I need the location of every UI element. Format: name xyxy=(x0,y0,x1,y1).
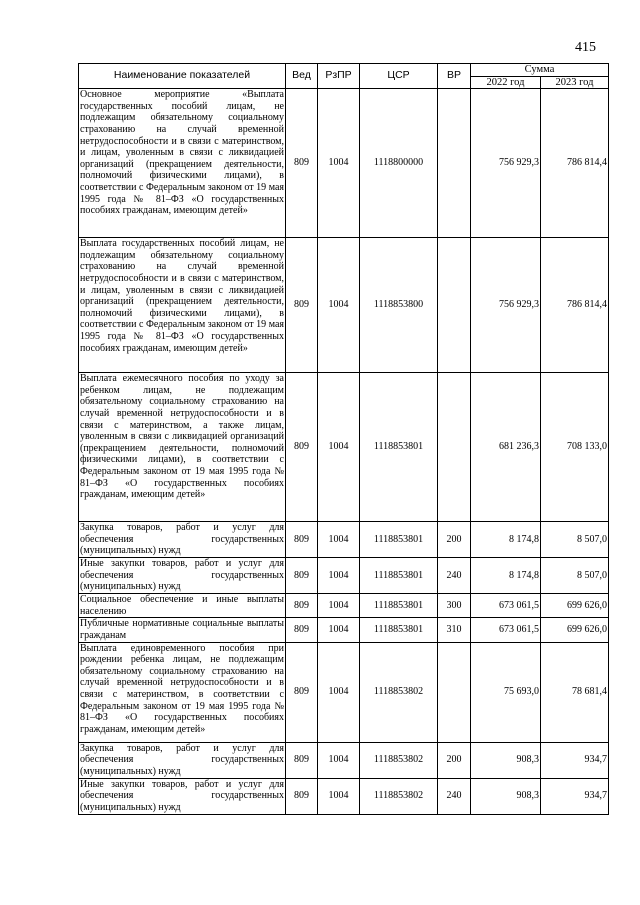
row-vr xyxy=(438,238,471,373)
row-rzpr: 1004 xyxy=(318,558,360,594)
row-sum-2022: 673 061,5 xyxy=(471,618,541,642)
row-ved: 809 xyxy=(286,642,318,742)
row-ved: 809 xyxy=(286,594,318,618)
row-csr: 1118853801 xyxy=(360,522,438,558)
table-row xyxy=(79,642,609,742)
row-csr: 1118853800 xyxy=(360,238,438,373)
row-sum-2023: 786 814,4 xyxy=(541,89,609,238)
row-vr xyxy=(438,373,471,522)
row-sum-2022: 75 693,0 xyxy=(471,642,541,742)
row-vr xyxy=(438,642,471,742)
row-csr: 1118853801 xyxy=(360,618,438,642)
row-ved: 809 xyxy=(286,742,318,778)
row-sum-2023: 8 507,0 xyxy=(541,522,609,558)
row-name: Выплата ежемесячного пособия по уходу за ребенком лицам, не подлежащим обязательному социальному страхованию на случай временной нетрудоспособности и в связи с материнством, а также лицам, уволенным в связи с ликвидацией организаций (прекращением деятельности, полномочий физическими лицами), в соответствии с Федеральным законом от 19 мая 1995 года № 81–ФЗ «О государственных пособиях гражданам, имеющим детей» xyxy=(79,373,286,522)
row-vr: 300 xyxy=(438,594,471,618)
table-row xyxy=(79,373,609,522)
table-row xyxy=(79,238,609,373)
row-sum-2023: 934,7 xyxy=(541,778,609,814)
row-rzpr: 1004 xyxy=(318,594,360,618)
table-row xyxy=(79,618,609,642)
table-row xyxy=(79,594,609,618)
row-name: Выплата единовременного пособия при рождении ребенка лицам, не подлежащим обязательному социальному страхованию на случай временной нетрудоспособности и в связи с материнством, в соответствии с Федеральным законом от 19 мая 1995 года № 81–ФЗ «О государственных пособиях гражданам, имеющим детей» xyxy=(79,642,286,742)
row-sum-2023: 8 507,0 xyxy=(541,558,609,594)
row-vr: 240 xyxy=(438,778,471,814)
row-sum-2022: 756 929,3 xyxy=(471,89,541,238)
row-sum-2022: 756 929,3 xyxy=(471,238,541,373)
row-csr: 1118800000 xyxy=(360,89,438,238)
header-name: Наименование показателей xyxy=(79,64,286,89)
row-sum-2022: 673 061,5 xyxy=(471,594,541,618)
row-sum-2022: 8 174,8 xyxy=(471,522,541,558)
header-ved: Вед xyxy=(286,64,318,89)
row-rzpr: 1004 xyxy=(318,89,360,238)
row-sum-2022: 908,3 xyxy=(471,742,541,778)
row-csr: 1118853802 xyxy=(360,742,438,778)
table-row xyxy=(79,522,609,558)
header-vr: ВР xyxy=(438,64,471,89)
row-name: Закупка товаров, работ и услуг для обеспечения государственных (муниципальных) нужд xyxy=(80,522,284,557)
row-csr: 1118853801 xyxy=(360,594,438,618)
row-sum-2022: 908,3 xyxy=(471,778,541,814)
table-row xyxy=(79,778,609,814)
row-sum-2023: 699 626,0 xyxy=(541,618,609,642)
row-vr: 200 xyxy=(438,742,471,778)
row-ved: 809 xyxy=(286,238,318,373)
row-rzpr: 1004 xyxy=(318,373,360,522)
row-rzpr: 1004 xyxy=(318,618,360,642)
page-number: 415 xyxy=(575,40,596,55)
row-csr: 1118853801 xyxy=(360,373,438,522)
row-vr: 310 xyxy=(438,618,471,642)
row-sum-2023: 786 814,4 xyxy=(541,238,609,373)
row-sum-2022: 681 236,3 xyxy=(471,373,541,522)
row-csr: 1118853802 xyxy=(360,778,438,814)
row-name: Иные закупки товаров, работ и услуг для обеспечения государственных (муниципальных) нужд xyxy=(80,778,284,813)
row-name: Основное мероприятие «Выплата государственных пособий лицам, не подлежащим обязательному социальному страхованию на случай временной нетрудоспособности и в связи с материнством, и лицам, уволенным в связи с ликвидацией организаций (прекращением деятельности, полномочий физическими лицами), в соответствии с Федеральным законом от 19 мая 1995 года № 81–ФЗ «О государственных пособиях гражданам, имеющим детей» xyxy=(79,89,286,238)
header-year-2022: 2022 год xyxy=(471,76,541,89)
header-rzpr: РзПР xyxy=(318,64,360,89)
row-sum-2023: 934,7 xyxy=(541,742,609,778)
row-ved: 809 xyxy=(286,558,318,594)
table-row xyxy=(79,558,609,594)
row-rzpr: 1004 xyxy=(318,238,360,373)
table-row xyxy=(79,89,609,238)
row-ved: 809 xyxy=(286,618,318,642)
row-rzpr: 1004 xyxy=(318,742,360,778)
header-year-2023: 2023 год xyxy=(541,76,609,89)
row-name: Закупка товаров, работ и услуг для обеспечения государственных (муниципальных) нужд xyxy=(80,742,284,777)
row-ved: 809 xyxy=(286,778,318,814)
row-csr: 1118853802 xyxy=(360,642,438,742)
table-row xyxy=(79,742,609,778)
row-rzpr: 1004 xyxy=(318,642,360,742)
row-name: Выплата государственных пособий лицам, не подлежащим обязательному социальному страхованию на случай временной нетрудоспособности и в связи с материнством, и лицам, уволенным в связи с ликвидацией организаций (прекращением деятельности, полномочий физическими лицами), в соответствии с Федеральным законом от 19 мая 1995 года № 81–ФЗ «О государственных пособиях гражданам, имеющим детей» xyxy=(79,238,286,373)
row-vr: 200 xyxy=(438,522,471,558)
row-csr: 1118853801 xyxy=(360,558,438,594)
row-rzpr: 1004 xyxy=(318,522,360,558)
row-name: Публичные нормативные социальные выплаты гражданам xyxy=(80,618,284,641)
budget-table xyxy=(78,63,609,815)
row-vr xyxy=(438,89,471,238)
row-sum-2023: 708 133,0 xyxy=(541,373,609,522)
row-vr: 240 xyxy=(438,558,471,594)
row-sum-2023: 78 681,4 xyxy=(541,642,609,742)
row-name: Иные закупки товаров, работ и услуг для обеспечения государственных (муниципальных) нужд xyxy=(80,558,284,593)
row-ved: 809 xyxy=(286,522,318,558)
row-sum-2023: 699 626,0 xyxy=(541,594,609,618)
header-csr: ЦСР xyxy=(360,64,438,89)
row-ved: 809 xyxy=(286,89,318,238)
row-rzpr: 1004 xyxy=(318,778,360,814)
row-sum-2022: 8 174,8 xyxy=(471,558,541,594)
header-sum: Сумма xyxy=(471,64,609,77)
row-ved: 809 xyxy=(286,373,318,522)
row-name: Социальное обеспечение и иные выплаты населению xyxy=(80,594,284,617)
